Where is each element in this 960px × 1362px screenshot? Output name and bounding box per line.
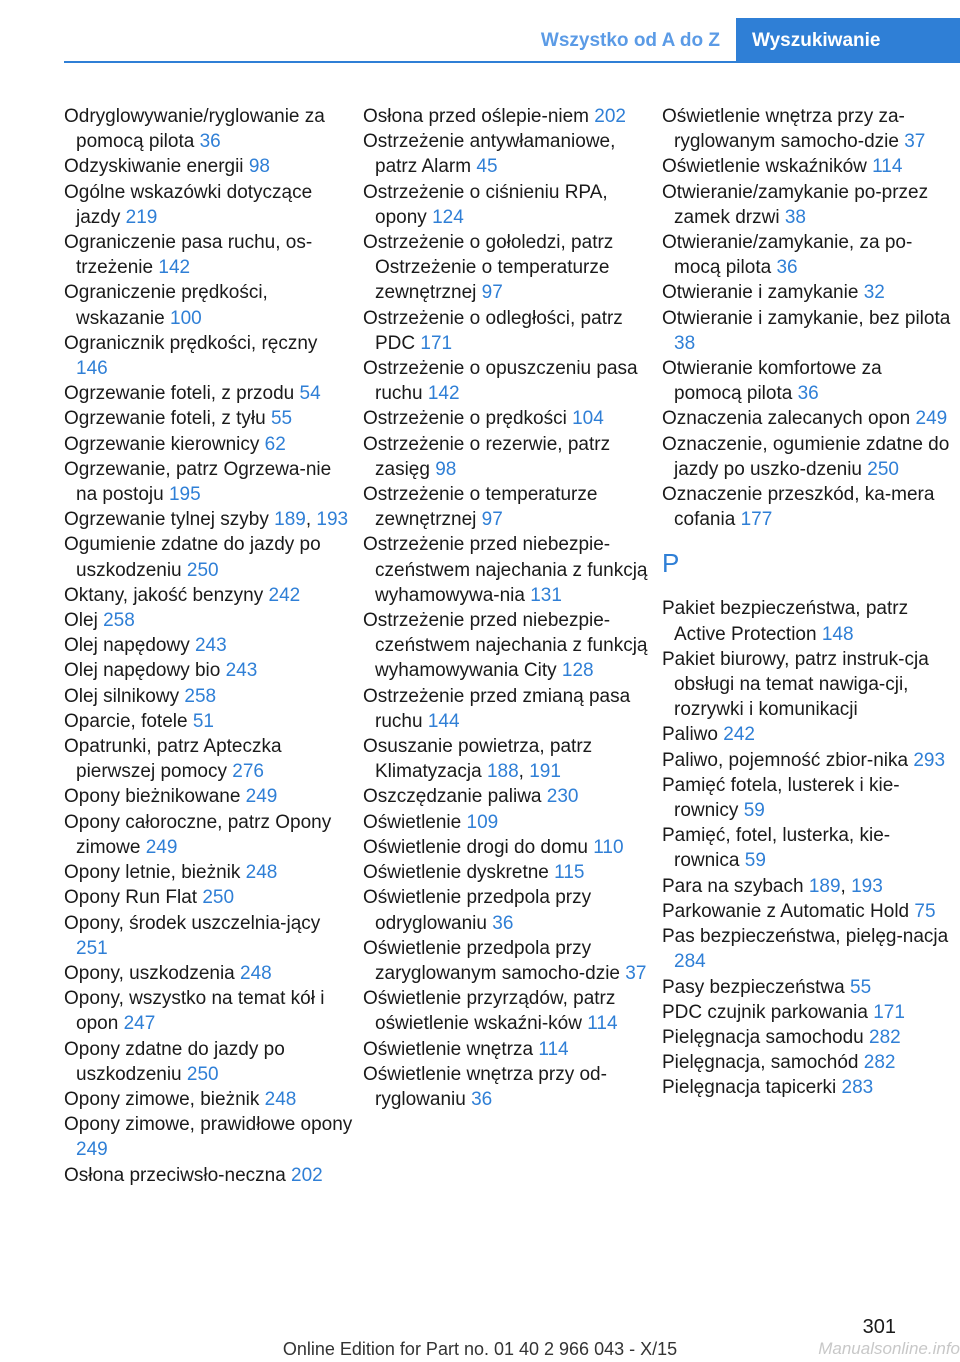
page-link[interactable]: 104 (572, 408, 604, 430)
index-entry (363, 986, 653, 1036)
entry-text: Parkowanie z Automatic Hold (662, 900, 910, 922)
entry-text: Oświetlenie przedpola przy zaryglowanym samocho‐dzie (363, 937, 620, 984)
entry-text: Olej napędowy bio (64, 660, 221, 682)
index-entry (64, 608, 354, 633)
page-link[interactable]: 114 (587, 1013, 618, 1035)
entry-text: Olej silnikowy (64, 685, 180, 707)
page-link[interactable]: 114 (538, 1038, 569, 1060)
entry-text: Ostrzeżenie o temperaturze zewnętrznej (363, 484, 598, 531)
entry-text: Ogrzewanie kierownicy (64, 433, 260, 455)
page-link[interactable]: 276 (232, 761, 264, 783)
entry-text: Oświetlenie przyrządów, patrz oświetlenie wskaźni‐ków (363, 988, 616, 1035)
entry-text: Opony bieżnikowane (64, 786, 241, 808)
index-entry (363, 1062, 653, 1112)
page-link[interactable]: 283 (841, 1077, 874, 1099)
entry-text: Osuszanie powietrza, patrz Klimatyzacja (363, 736, 593, 783)
entry-text: Otwieranie i zamykanie (662, 282, 859, 304)
page-link[interactable]: 59 (743, 800, 765, 822)
index-entry (363, 835, 653, 860)
entry-text: Oszczędzanie paliwa (363, 786, 542, 808)
page-link[interactable]: 131 (530, 584, 562, 606)
index-entry (363, 104, 653, 129)
entry-text: Opony zimowe, prawidłowe opony (64, 1114, 353, 1136)
index-entry: Para na szybach 189, 193 (662, 875, 883, 897)
page-link[interactable]: 293 (913, 749, 946, 771)
page-link[interactable]: 230 (546, 786, 579, 808)
footer-edition: Online Edition for Part no. 01 40 2 966 043 - X/15 (282, 1339, 678, 1359)
entry-text: Pasy bezpieczeństwa (662, 976, 845, 998)
index-entry (662, 230, 952, 280)
page-link[interactable]: 59 (744, 850, 766, 872)
page-link[interactable]: 100 (170, 307, 202, 329)
index-entry (64, 709, 354, 734)
entry-text: Oznaczenie, ogumienie zdatne do jazdy po uszko‐dzeniu (662, 433, 950, 480)
entry-text: Oświetlenie (363, 811, 462, 833)
page-link[interactable]: 250 (867, 458, 899, 480)
entry-text: Ograniczenie prędkości, wskazanie (64, 282, 268, 329)
entry-text: Opony letnie, bieżnik (64, 862, 241, 884)
entry-text: Oznaczenia zalecanych opon (662, 408, 911, 430)
page-link[interactable]: 36 (492, 912, 514, 934)
page-link[interactable]: 97 (481, 282, 503, 304)
entry-text: Opony, wszystko na temat kół i opon (64, 988, 325, 1035)
index-entry (64, 658, 354, 683)
index-entry (363, 608, 653, 684)
page-link[interactable]: 202 (594, 106, 626, 127)
page-link[interactable]: 148 (821, 623, 854, 645)
entry-text: Otwieranie i zamykanie, bez pilota (662, 307, 951, 329)
page-link[interactable]: 124 (432, 206, 464, 228)
index-entry (363, 230, 653, 306)
index-entry (662, 1000, 952, 1025)
entry-text: Pakiet biurowy, patrz instruk‐cja obsługi na temat nawiga‐cji, rozrywki i komunikacji (662, 648, 929, 721)
index-entry (662, 596, 952, 646)
page-link[interactable]: 219 (125, 206, 158, 228)
index-entry (64, 1087, 354, 1112)
index-entry (64, 1037, 354, 1087)
index-entry (64, 961, 354, 986)
index-entry (662, 1050, 952, 1075)
entry-text: Paliwo, pojemność zbior‐nika (662, 749, 909, 771)
index-entry (662, 180, 952, 230)
index-entry (662, 924, 952, 974)
index-entry (64, 911, 354, 961)
page-link[interactable]: 177 (740, 509, 773, 531)
index-entry (363, 129, 653, 179)
entry-text: Olej napędowy (64, 635, 190, 657)
entry-text: Opony Run Flat (64, 887, 198, 909)
entry-text: Pas bezpieczeństwa, pielęg‐nacja (662, 926, 949, 948)
index-entry (363, 180, 653, 230)
page-link[interactable]: 243 (225, 660, 258, 682)
index-entry (662, 1075, 952, 1100)
entry-text: Oświetlenie wskaźników (662, 156, 867, 178)
entry-text: Opony całoroczne, patrz Opony zimowe (64, 811, 332, 858)
page-link[interactable]: 142 (427, 383, 460, 405)
entry-text: Oświetlenie wnętrza przy za‐ryglowanym samocho‐dzie (662, 106, 905, 153)
index-entry (662, 773, 952, 823)
index-entry: Ogrzewanie tylnej szyby 189, 193 (64, 509, 349, 531)
page-link[interactable]: 36 (776, 257, 798, 279)
entry-text: Ogrzewanie foteli, z tyłu (64, 408, 266, 430)
entry-text: Pamięć fotela, lusterek i kie‐rownicy (662, 774, 900, 822)
page-link[interactable]: 37 (904, 131, 926, 153)
page-number: 301 (862, 1316, 896, 1338)
page-link[interactable]: 189 (808, 875, 841, 897)
entry-text: Pielęgnacja tapicerki (662, 1077, 837, 1099)
entry-text: Otwieranie komfortowe za pomocą pilota (662, 358, 882, 405)
page-link[interactable]: 98 (435, 458, 457, 480)
page-link[interactable]: 249 (76, 1139, 108, 1161)
index-entry (662, 280, 952, 305)
page-link[interactable]: 45 (476, 156, 498, 178)
page-link[interactable]: 142 (158, 257, 191, 279)
entry-text: Otwieranie/zamykanie po‐przez zamek drzwi (662, 181, 929, 228)
index-entry (64, 457, 354, 507)
index-entry (64, 532, 354, 582)
entry-text: Ostrzeżenie o opuszczeniu pasa ruchu (363, 358, 638, 405)
entry-text: Pielęgnacja, samochód (662, 1052, 859, 1074)
entry-text: Odzyskiwanie energii (64, 156, 244, 178)
entry-text: Oświetlenie wnętrza (363, 1038, 534, 1060)
entry-text: Ograniczenie pasa ruchu, os‐trzeżenie (64, 232, 313, 279)
page-link[interactable]: 243 (194, 635, 227, 657)
entry-text: Opony zdatne do jazdy po uszkodzeniu (64, 1038, 285, 1085)
index-entry (64, 406, 354, 431)
index-entry (64, 180, 354, 230)
page-link[interactable]: 62 (264, 433, 286, 455)
page-link[interactable]: 242 (268, 584, 301, 606)
entry-text: Osłona przeciwsło‐neczna (64, 1164, 286, 1186)
index-entry (662, 899, 952, 924)
index-entry (64, 432, 354, 457)
entry-text: PDC czujnik parkowania (662, 1001, 868, 1023)
index-entry (363, 532, 653, 608)
page-header (0, 0, 960, 64)
index-entry (64, 885, 354, 910)
entry-text: Para na szybach (662, 875, 804, 897)
page-link[interactable]: 249 (245, 786, 278, 808)
page-link[interactable]: 128 (561, 660, 594, 682)
entry-text: Opony zimowe, bieżnik (64, 1088, 260, 1110)
page-link[interactable]: 98 (248, 156, 270, 178)
page-link[interactable]: 171 (873, 1001, 905, 1023)
page-link[interactable]: 258 (103, 610, 135, 632)
index-entry (662, 154, 952, 179)
index-entry (64, 860, 354, 885)
index-entry (363, 885, 653, 935)
index-entry (363, 936, 653, 986)
index-column-2 (363, 104, 653, 1112)
index-entry (64, 381, 354, 406)
index-entry (64, 633, 354, 658)
page-link[interactable]: 193 (316, 509, 349, 531)
page-link[interactable]: 115 (554, 862, 585, 884)
index-entry (662, 975, 952, 1000)
entry-text: Ostrzeżenie o odległości, patrz PDC (363, 307, 623, 354)
section-tab[interactable]: Wszystko od A do Z (540, 30, 720, 51)
index-entry (363, 306, 653, 356)
index-entry (64, 684, 354, 709)
index-entry (64, 154, 354, 179)
index-entry (363, 810, 653, 835)
page-link[interactable]: 171 (420, 332, 453, 354)
page-link[interactable]: 191 (529, 761, 561, 783)
index-entry (64, 1163, 354, 1188)
page-link[interactable]: 38 (674, 332, 696, 354)
page-link[interactable]: 55 (850, 976, 872, 998)
index-entry (662, 104, 952, 154)
index-entry (363, 482, 653, 532)
entry-text: Olej (64, 610, 98, 632)
entry-text: Oktany, jakość benzyny (64, 584, 264, 606)
page-link[interactable]: 36 (471, 1088, 493, 1110)
page-link[interactable]: 284 (674, 951, 706, 973)
entry-text: Oświetlenie wnętrza przy od‐ryglowaniu (363, 1063, 607, 1110)
index-entry (64, 280, 354, 330)
page-link[interactable]: 109 (466, 811, 499, 833)
index-entry (363, 784, 653, 809)
entry-text: Oświetlenie przedpola przy odryglowaniu (363, 887, 592, 934)
letter-heading: P (662, 548, 680, 579)
index-entry (64, 1112, 354, 1162)
entry-text: Ostrzeżenie przed niebezpie‐czeństwem najechania z funkcją wyhamowywania City (363, 610, 648, 682)
page-link[interactable]: 195 (168, 484, 201, 506)
page-link[interactable]: 202 (291, 1164, 323, 1186)
entry-text: Ostrzeżenie o rezerwie, patrz zasięg (363, 433, 611, 480)
index-entry (363, 432, 653, 482)
index-entry (662, 647, 952, 723)
page-link[interactable]: 282 (869, 1026, 901, 1048)
entry-text: Paliwo (662, 724, 718, 746)
entry-text: Ogumienie zdatne do jazdy po uszkodzeniu (64, 534, 321, 581)
index-entry: Osuszanie powietrza, patrz Klimatyzacja 188, 191 (363, 736, 593, 783)
page-link[interactable]: 38 (784, 206, 806, 228)
entry-text: Ogrzewanie, patrz Ogrzewa‐nie na postoju (64, 458, 332, 506)
entry-text: Oświetlenie drogi do domu (363, 836, 588, 858)
page-link[interactable]: 248 (264, 1088, 297, 1110)
index-entry (662, 1025, 952, 1050)
index-entry (64, 810, 354, 860)
index-entry (64, 784, 354, 809)
entry-text: Ogólne wskazówki dotyczące jazdy (64, 181, 313, 228)
watermark: Manualsonline.info (818, 1339, 960, 1358)
page-link[interactable]: 188 (486, 761, 519, 783)
index-entry (64, 734, 354, 784)
page-link[interactable]: 250 (202, 887, 235, 909)
page-link[interactable]: 32 (863, 282, 885, 304)
index-entry (64, 986, 354, 1036)
page-link[interactable]: 251 (76, 937, 108, 959)
index-entry (662, 306, 952, 356)
index-entry (662, 823, 952, 873)
entry-text: Ostrzeżenie o prędkości (363, 408, 567, 430)
entry-text: Ogranicznik prędkości, ręczny (64, 332, 318, 354)
page-link[interactable]: 36 (797, 383, 819, 405)
index-entry (363, 684, 653, 734)
index-entry (64, 230, 354, 280)
entry-text: Ostrzeżenie przed niebezpie‐czeństwem najechania z funkcją wyhamowywa‐nia (363, 534, 648, 606)
page-link[interactable]: 144 (427, 710, 460, 732)
entry-text: Pamięć, fotel, lusterka, kie‐rownica (662, 825, 891, 872)
page-link[interactable]: 248 (240, 962, 272, 984)
index-columns (64, 104, 960, 1264)
entry-text: Ostrzeżenie przed zmianą pasa ruchu (363, 685, 631, 732)
index-entry (64, 104, 354, 154)
page-link[interactable]: 242 (723, 724, 755, 746)
page-link[interactable]: 247 (123, 1013, 156, 1035)
index-entry (662, 356, 952, 406)
page-link[interactable]: 75 (914, 900, 936, 922)
entry-text: Osłona przed oślepie‐niem (363, 106, 590, 127)
page-link[interactable]: 258 (184, 685, 217, 707)
entry-text: Ostrzeżenie o gołoledzi, patrz Ostrzeżenie o temperaturze zewnętrznej (363, 232, 614, 304)
page-link[interactable]: 146 (76, 358, 108, 380)
index-entry (662, 432, 952, 482)
page-link[interactable]: 250 (186, 559, 219, 581)
entry-text: Opony, środek uszczelnia‐jący (64, 912, 321, 934)
page-link[interactable]: 36 (199, 131, 221, 153)
page-link[interactable]: 193 (851, 875, 883, 897)
entry-text: Oświetlenie dyskretne (363, 862, 549, 884)
index-column-1 (64, 104, 354, 1188)
index-entry (363, 1037, 653, 1062)
index-column-3 (662, 104, 952, 1101)
entry-text: Odryglowywanie/ryglowanie za pomocą pilota (64, 106, 325, 153)
page-link[interactable]: 37 (625, 962, 647, 984)
entry-text: Opony, uszkodzenia (64, 962, 235, 984)
page-link[interactable]: 249 (145, 836, 178, 858)
entry-text: Ostrzeżenie o ciśnieniu RPA, opony (363, 181, 608, 228)
page-link[interactable]: 55 (270, 408, 293, 430)
page-link[interactable]: 51 (192, 710, 214, 732)
index-entry (662, 748, 952, 773)
page-link[interactable]: 249 (915, 408, 948, 430)
index-entry (363, 406, 653, 431)
index-entry (662, 406, 952, 431)
entry-text: Oparcie, fotele (64, 710, 188, 732)
index-entry (363, 356, 653, 406)
entry-text: Ostrzeżenie antywłamaniowe, patrz Alarm (363, 131, 616, 178)
page-link[interactable]: 114 (872, 156, 903, 178)
index-entry (363, 860, 653, 885)
page-link[interactable]: 282 (863, 1052, 896, 1074)
index-entry (662, 482, 952, 532)
header-divider (64, 61, 960, 63)
page-link[interactable]: 189 (274, 509, 306, 531)
index-entry (662, 722, 952, 747)
index-entry (64, 583, 354, 608)
entry-text: Pakiet bezpieczeństwa, patrz Active Protection (662, 598, 909, 645)
index-entry (64, 331, 354, 381)
entry-text: Oznaczenie przeszkód, ka‐mera cofania (662, 484, 935, 531)
search-tab[interactable]: Wyszukiwanie (736, 18, 960, 63)
entry-text: Ogrzewanie foteli, z przodu (64, 383, 295, 405)
page-link[interactable]: 250 (186, 1063, 219, 1085)
page-link[interactable]: 97 (481, 509, 503, 531)
entry-text: Pielęgnacja samochodu (662, 1026, 864, 1048)
entry-text: Otwieranie/zamykanie, za po‐mocą pilota (662, 232, 913, 279)
page-link[interactable]: 110 (593, 836, 624, 858)
page-link[interactable]: 54 (299, 383, 321, 405)
page-link[interactable]: 248 (245, 862, 278, 884)
entry-text: Ogrzewanie tylnej szyby (64, 509, 269, 531)
entry-text: Opatrunki, patrz Apteczka pierwszej pomocy (64, 736, 282, 783)
